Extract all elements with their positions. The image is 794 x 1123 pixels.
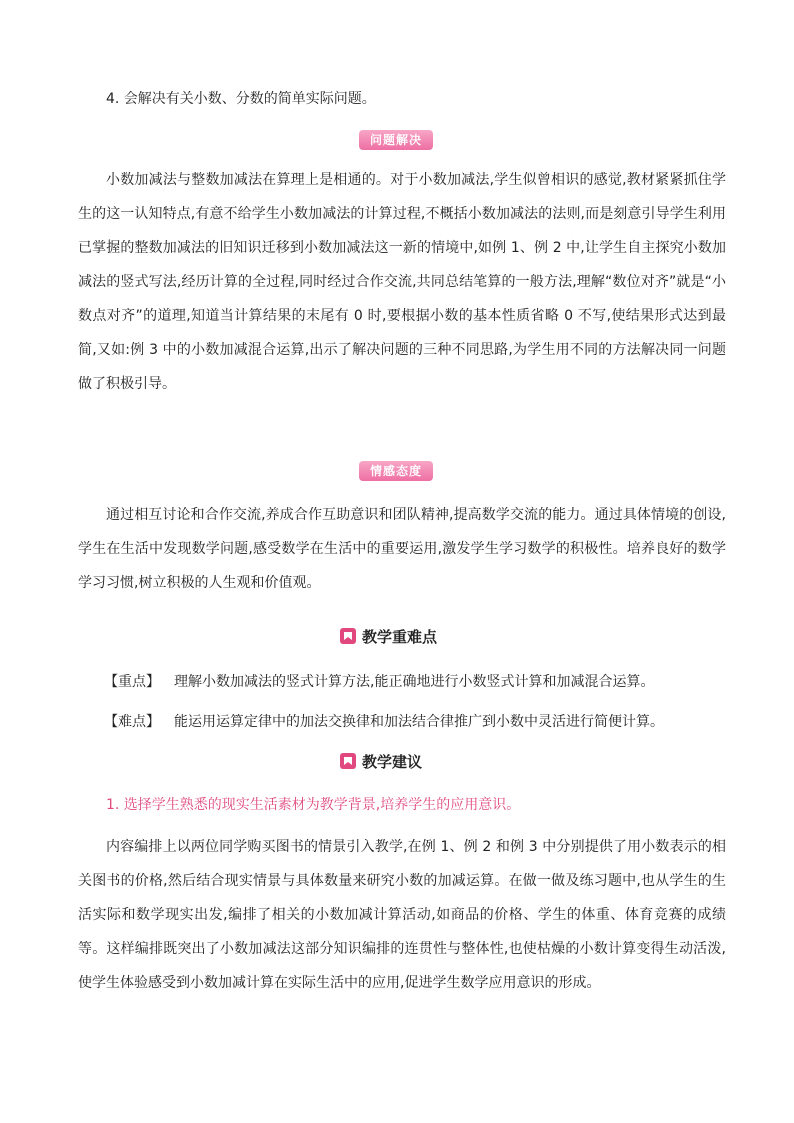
objective-4: 4. 会解决有关小数、分数的简单实际问题。: [106, 91, 376, 107]
advice-item-1-paragraph: 内容编排上以两位同学购买图书的情景引入教学,在例 1、例 2 和例 3 中分别提供了用小数表示的相关图书的价格,然后结合现实情景与具体数量来研究小数的加减运算。在做一做及练习题中,也从学生的生活实际和数学现实出发,编排了相关的小数加减计算活动,如商品的价格、学生的体重、体育竞赛的成绩等。这样编排既突出了小数加减法这部分知识编排的连贯性与整体性,也使枯燥的小数计算变得生动活泼,使学生体验感受到小数加减计算在实际生活中的应用,促进学生数学应用意识的形成。: [78, 839, 726, 991]
bookmark-icon: [340, 628, 356, 644]
advice-heading-label: 教学建议: [362, 752, 423, 771]
key-point-row: [104, 670, 654, 694]
bookmark-icon: [340, 753, 356, 769]
key-point-tag: 【重点】: [104, 674, 160, 690]
keypoints-heading-label: 教学重难点: [362, 627, 438, 646]
advice-item-1-title: 1. 选择学生熟悉的现实生活素材为教学背景,培养学生的应用意识。: [106, 797, 521, 813]
advice-heading: [340, 749, 422, 773]
difficulty-row: [104, 710, 664, 734]
key-point-text: 理解小数加减法的竖式计算方法,能正确地进行小数竖式计算和加减混合运算。: [174, 674, 655, 690]
badge-problem-solving: 问题解决: [359, 130, 433, 150]
keypoints-heading: [340, 624, 437, 648]
emotion-attitude-paragraph: 通过相互讨论和合作交流,养成合作互助意识和团队精神,提高数学交流的能力。通过具体情境的创设,学生在生活中发现数学问题,感受数学在生活中的重要运用,激发学生学习数学的积极性。培养良好的数学学习习惯,树立积极的人生观和价值观。: [78, 507, 726, 591]
difficulty-text: 能运用运算定律中的加法交换律和加法结合律推广到小数中灵活进行简便计算。: [174, 714, 664, 730]
difficulty-tag: 【难点】: [104, 714, 160, 730]
badge-emotion-attitude: 情感态度: [359, 461, 433, 481]
problem-solving-paragraph: 小数加减法与整数加减法在算理上是相通的。对于小数加减法,学生似曾相识的感觉,教材紧紧抓住学生的这一认知特点,有意不给学生小数加减法的计算过程,不概括小数加减法的法则,而是刻意引导学生利用已掌握的整数加减法的旧知识迁移到小数加减法这一新的情境中,如例 1、例 2 中,让学生自主探究小数加减法的竖式写法,经历计算的全过程,同时经过合作交流,共同总结笔算的一般方法,理解“数位对齐”就是“小数点对齐”的道理,知道当计算结果的末尾有 0 时,要根据小数的基本性质省略 0 不写,使结果形式达到最简,又如:例 3 中的小数加减混合运算,出示了解决问题的三种不同思路,为学生用不同的方法解决同一问题做了积极引导。: [78, 172, 726, 392]
